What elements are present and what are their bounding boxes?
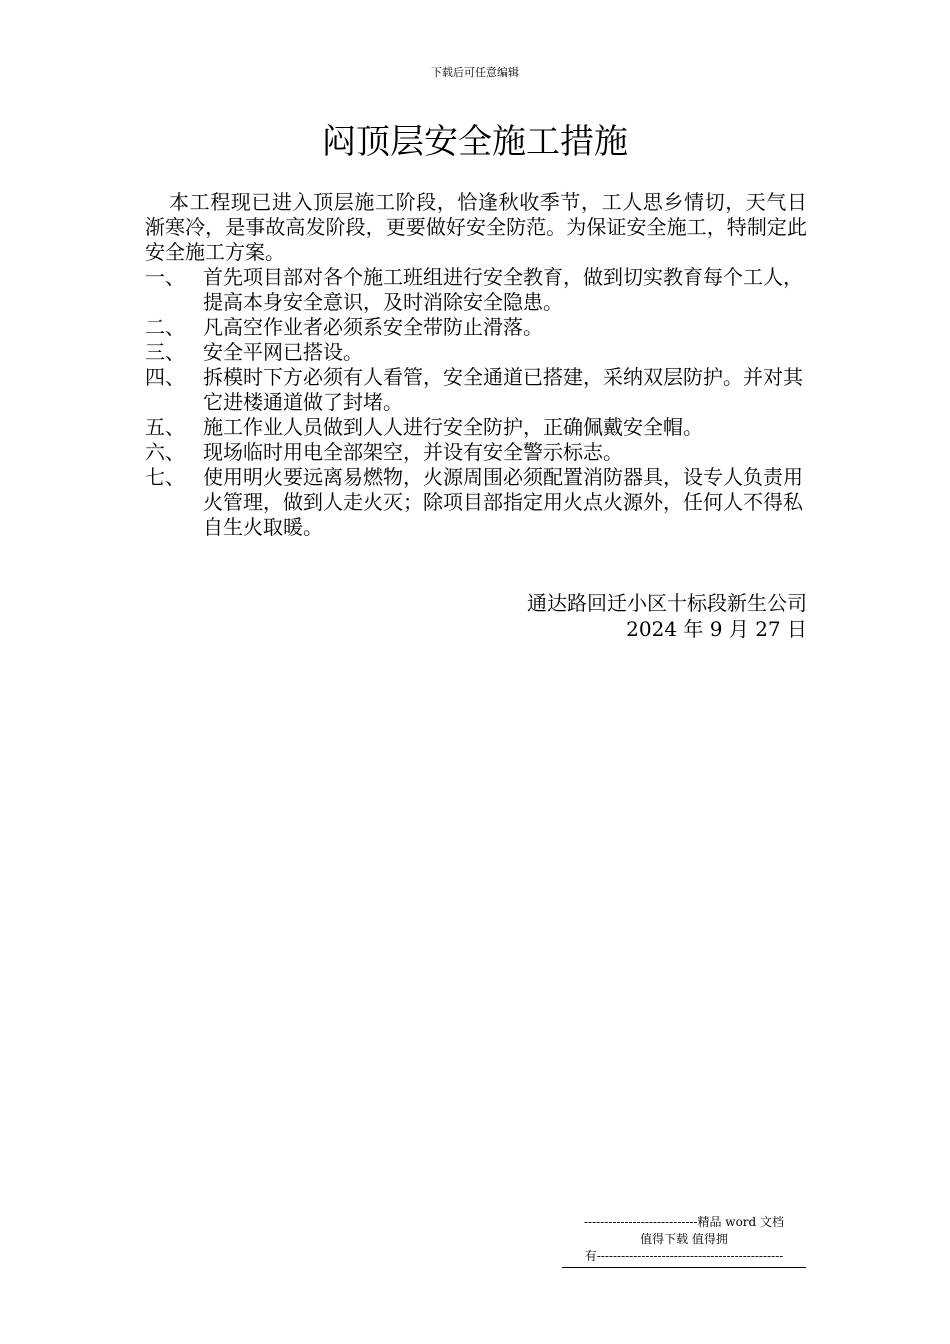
footer-line-3: 有---------------------------------------------- xyxy=(584,1249,784,1263)
item-number: 五、 xyxy=(145,415,185,439)
item-text: 拆模时下方必须有人看管，安全通道已搭建，采纳双层防护。并对其它进楼通道做了封堵。 xyxy=(203,365,803,414)
signature-company: 通达路回迁小区十标段新生公司 xyxy=(527,591,807,615)
item-number: 三、 xyxy=(145,340,185,364)
item-text: 使用明火要远离易燃物，火源周围必须配置消防器具，设专人负责用火管理，做到人走火灭；除项目部指定用火点火源外，任何人不得私自生火取暖。 xyxy=(203,465,803,539)
item-text: 凡高空作业者必须系安全带防止滑落。 xyxy=(203,315,543,339)
footer-divider xyxy=(562,1267,806,1268)
list-item xyxy=(145,265,807,315)
item-number: 四、 xyxy=(145,365,185,389)
list-item xyxy=(145,440,807,465)
list-item xyxy=(145,365,807,415)
item-number: 六、 xyxy=(145,440,185,464)
item-text: 安全平网已搭设。 xyxy=(203,340,363,364)
list-item xyxy=(145,315,807,340)
item-number: 二、 xyxy=(145,315,185,339)
document-body xyxy=(145,190,807,540)
item-text: 现场临时用电全部架空，并设有安全警示标志。 xyxy=(203,440,623,464)
footer-line-1: ----------------------------精品 word 文档 xyxy=(583,1215,785,1229)
footer-note xyxy=(562,1214,806,1268)
signature-date: 2024 年 9 月 27 日 xyxy=(626,617,807,641)
item-number: 一、 xyxy=(145,265,185,289)
measures-list xyxy=(145,265,807,540)
header-note: 下载后可任意编辑 xyxy=(431,66,519,79)
item-number: 七、 xyxy=(145,465,185,489)
list-item xyxy=(145,465,807,540)
signature-block xyxy=(527,590,807,642)
footer-line-2: 值得下载 值得拥 xyxy=(640,1232,728,1246)
list-item xyxy=(145,415,807,440)
item-text: 首先项目部对各个施工班组进行安全教育，做到切实教育每个工人，提高本身安全意识，及时消除安全隐患。 xyxy=(203,265,803,314)
list-item xyxy=(145,340,807,365)
item-text: 施工作业人员做到人人进行安全防护，正确佩戴安全帽。 xyxy=(203,415,703,439)
intro-paragraph: 本工程现已进入顶层施工阶段，恰逢秋收季节，工人思乡情切，天气日渐寒冷，是事故高发阶段，更要做好安全防范。为保证安全施工，特制定此安全施工方案。 xyxy=(145,190,807,264)
document-title: 闷顶层安全施工措施 xyxy=(322,122,628,162)
